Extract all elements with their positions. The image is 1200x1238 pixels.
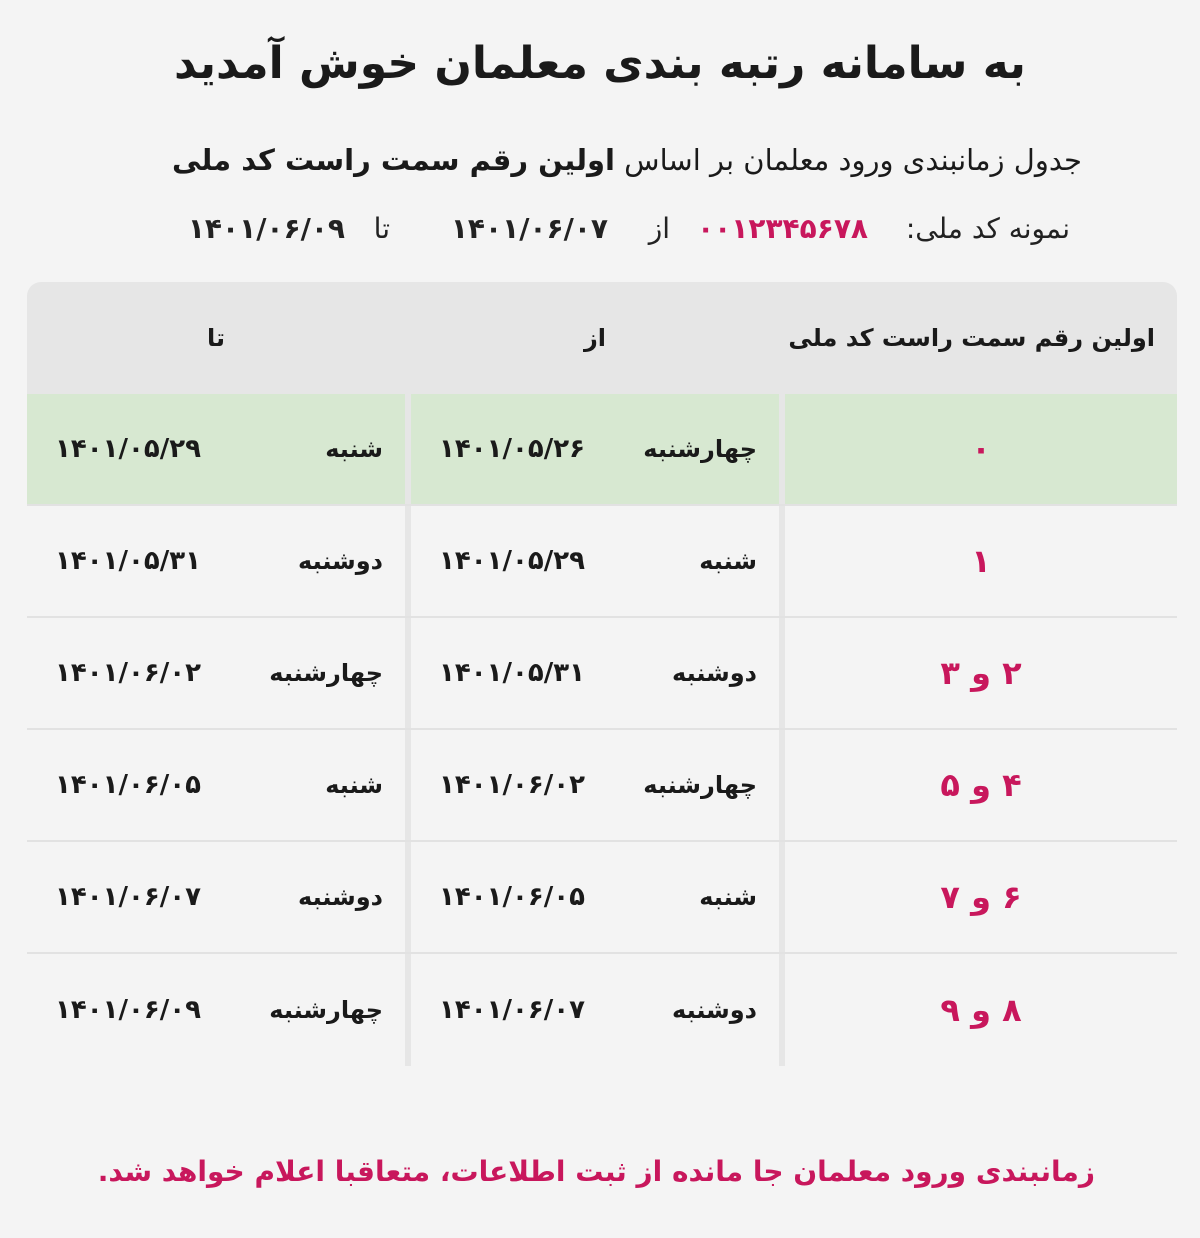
to-cell — [27, 842, 405, 952]
sample-to-label: تا — [373, 212, 390, 245]
to-date: ۱۴۰۱/۰۵/۲۹ — [55, 434, 201, 464]
page-title: به سامانه رتبه بندی معلمان خوش آمدید — [174, 38, 1026, 89]
table-row — [27, 506, 1177, 618]
from-cell — [405, 730, 785, 840]
from-day: چهارشنبه — [643, 435, 757, 463]
sample-date-to: ۱۴۰۱/۰۶/۰۹ — [187, 212, 345, 245]
from-day: دوشنبه — [672, 659, 757, 687]
from-day: دوشنبه — [672, 996, 757, 1024]
digit-cell: ۱ — [971, 542, 991, 580]
to-date: ۱۴۰۱/۰۶/۰۹ — [55, 995, 201, 1025]
from-date: ۱۴۰۱/۰۵/۲۶ — [439, 434, 585, 464]
to-cell — [27, 394, 405, 504]
from-cell — [405, 506, 785, 616]
from-date: ۱۴۰۱/۰۶/۰۵ — [439, 882, 585, 912]
digit-cell: ۲ و ۳ — [940, 654, 1022, 692]
from-cell — [405, 394, 785, 504]
schedule-subtitle — [110, 143, 1082, 177]
to-day: چهارشنبه — [269, 996, 383, 1024]
table-row — [27, 842, 1177, 954]
to-date: ۱۴۰۱/۰۶/۰۷ — [55, 882, 201, 912]
digit-cell: ۶ و ۷ — [940, 878, 1022, 916]
to-cell — [27, 618, 405, 728]
from-date: ۱۴۰۱/۰۶/۰۷ — [439, 995, 585, 1025]
sample-line — [150, 212, 1070, 252]
from-cell — [405, 618, 785, 728]
from-day: شنبه — [699, 883, 757, 911]
to-day: شنبه — [325, 771, 383, 799]
sample-from-label: از — [648, 212, 670, 245]
to-cell — [27, 954, 405, 1066]
digit-cell: ۴ و ۵ — [940, 766, 1022, 804]
from-day: چهارشنبه — [643, 771, 757, 799]
table-row — [27, 394, 1177, 506]
header-to: تا — [206, 324, 226, 352]
header-from: از — [583, 324, 607, 352]
to-date: ۱۴۰۱/۰۶/۰۲ — [55, 658, 201, 688]
sample-date-from: ۱۴۰۱/۰۶/۰۷ — [450, 212, 608, 245]
schedule-table — [27, 282, 1177, 1066]
to-day: شنبه — [325, 435, 383, 463]
table-header — [27, 282, 1177, 394]
to-date: ۱۴۰۱/۰۶/۰۵ — [55, 770, 201, 800]
from-date: ۱۴۰۱/۰۶/۰۲ — [439, 770, 585, 800]
digit-cell: ۸ و ۹ — [940, 991, 1022, 1029]
to-day: دوشنبه — [298, 547, 383, 575]
from-day: شنبه — [699, 547, 757, 575]
from-date: ۱۴۰۱/۰۵/۳۱ — [439, 658, 585, 688]
to-day: چهارشنبه — [269, 659, 383, 687]
subtitle-text: جدول زمانبندی ورود معلمان بر اساس — [614, 143, 1082, 177]
sample-code: ۰۰۱۲۳۴۵۶۷۸ — [697, 212, 868, 245]
to-date: ۱۴۰۱/۰۵/۳۱ — [55, 546, 201, 576]
table-row — [27, 730, 1177, 842]
header-digit: اولین رقم سمت راست کد ملی — [788, 324, 1155, 352]
footer-notice: زمانبندی ورود معلمان جا مانده از ثبت اطلاعات، متعاقبا اعلام خواهد شد. — [97, 1155, 1095, 1188]
sample-label: نمونه کد ملی: — [905, 212, 1070, 245]
to-cell — [27, 506, 405, 616]
table-row — [27, 954, 1177, 1066]
subtitle-bold: اولین رقم سمت راست کد ملی — [172, 143, 615, 177]
table-row — [27, 618, 1177, 730]
from-cell — [405, 954, 785, 1066]
to-day: دوشنبه — [298, 883, 383, 911]
to-cell — [27, 730, 405, 840]
digit-cell: ۰ — [971, 430, 991, 468]
from-cell — [405, 842, 785, 952]
from-date: ۱۴۰۱/۰۵/۲۹ — [439, 546, 585, 576]
